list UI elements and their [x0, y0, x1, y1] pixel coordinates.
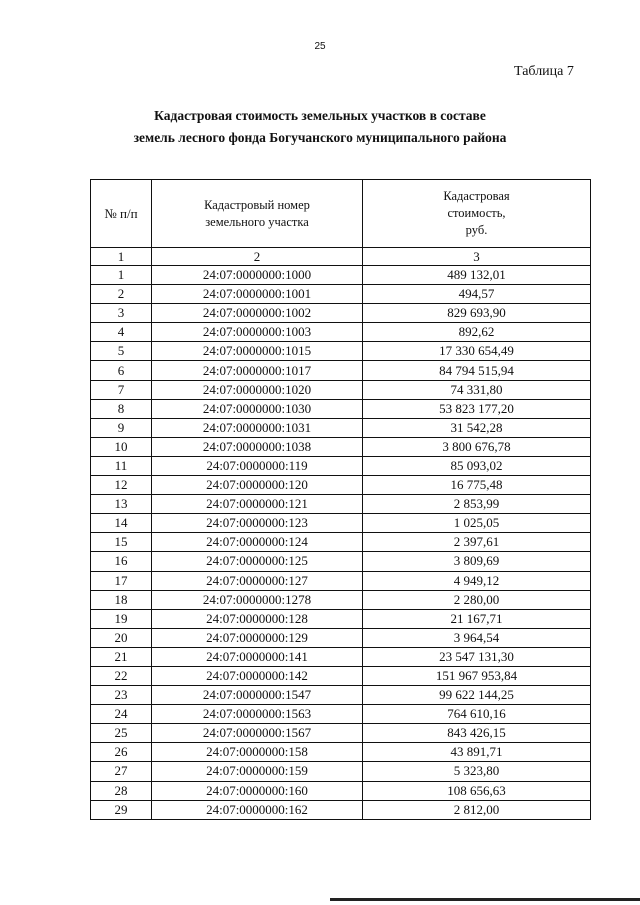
table-row [91, 495, 591, 514]
cadastral-number-cell: 24:07:0000000:1017 [152, 361, 363, 380]
cadastral-value-cell: 84 794 515,94 [363, 361, 591, 380]
table-row [91, 380, 591, 399]
table-row [91, 590, 591, 609]
cadastral-number-cell: 24:07:0000000:1001 [152, 285, 363, 304]
cadastral-value-cell: 31 542,28 [363, 418, 591, 437]
table-row [91, 666, 591, 685]
table-row [91, 800, 591, 819]
cadastral-value-cell: 85 093,02 [363, 456, 591, 475]
cadastral-value-cell: 3 809,69 [363, 552, 591, 571]
table-row [91, 628, 591, 647]
table-row [91, 437, 591, 456]
header-cadastral-value [363, 180, 591, 248]
cadastral-value-cell: 17 330 654,49 [363, 342, 591, 361]
table-row [91, 705, 591, 724]
table-row [91, 304, 591, 323]
cadastral-value-cell: 74 331,80 [363, 380, 591, 399]
cadastral-value-cell: 108 656,63 [363, 781, 591, 800]
column-number-2: 2 [152, 248, 363, 266]
cadastral-number-cell: 24:07:0000000:159 [152, 762, 363, 781]
bottom-divider [330, 898, 640, 901]
column-number-3: 3 [363, 248, 591, 266]
table-row [91, 571, 591, 590]
column-number-1: 1 [91, 248, 152, 266]
row-number-cell: 8 [91, 399, 152, 418]
cadastral-number-cell: 24:07:0000000:128 [152, 609, 363, 628]
cadastral-number-cell: 24:07:0000000:1563 [152, 705, 363, 724]
cadastral-number-cell: 24:07:0000000:1038 [152, 437, 363, 456]
table-label: Таблица 7 [514, 64, 574, 79]
cadastral-number-cell: 24:07:0000000:1000 [152, 266, 363, 285]
cadastral-number-cell: 24:07:0000000:1567 [152, 724, 363, 743]
row-number-cell: 28 [91, 781, 152, 800]
row-number-cell: 16 [91, 552, 152, 571]
row-number-cell: 7 [91, 380, 152, 399]
table-row [91, 514, 591, 533]
header-cadastral-value-line-3: руб. [465, 223, 488, 237]
cadastral-number-cell: 24:07:0000000:162 [152, 800, 363, 819]
cadastral-number-cell: 24:07:0000000:141 [152, 647, 363, 666]
cadastral-number-cell: 24:07:0000000:158 [152, 743, 363, 762]
table-row [91, 609, 591, 628]
title-line-2: земель лесного фонда Богучанского муниципального района [133, 130, 507, 145]
cadastral-value-cell: 3 800 676,78 [363, 437, 591, 456]
header-cadastral-number-line-2: земельного участка [205, 214, 309, 229]
row-number-cell: 5 [91, 342, 152, 361]
cadastral-number-cell: 24:07:0000000:119 [152, 456, 363, 475]
cadastral-number-cell: 24:07:0000000:120 [152, 476, 363, 495]
title-line-1: Кадастровая стоимость земельных участков в составе [154, 108, 486, 123]
table-row [91, 342, 591, 361]
table-row [91, 266, 591, 285]
row-number-cell: 11 [91, 456, 152, 475]
row-number-cell: 27 [91, 762, 152, 781]
cadastral-number-cell: 24:07:0000000:129 [152, 628, 363, 647]
cadastral-number-cell: 24:07:0000000:124 [152, 533, 363, 552]
cadastral-value-cell: 2 397,61 [363, 533, 591, 552]
table-row [91, 686, 591, 705]
row-number-cell: 2 [91, 285, 152, 304]
cadastral-value-cell: 829 693,90 [363, 304, 591, 323]
table-row [91, 361, 591, 380]
page-number: 25 [314, 41, 326, 52]
cadastral-value-cell: 4 949,12 [363, 571, 591, 590]
row-number-cell: 15 [91, 533, 152, 552]
cadastral-value-cell: 764 610,16 [363, 705, 591, 724]
row-number-cell: 9 [91, 418, 152, 437]
cadastral-value-cell: 3 964,54 [363, 628, 591, 647]
row-number-cell: 24 [91, 705, 152, 724]
row-number-cell: 14 [91, 514, 152, 533]
table-row [91, 762, 591, 781]
table-row [91, 476, 591, 495]
row-number-cell: 22 [91, 666, 152, 685]
cadastral-number-cell: 24:07:0000000:121 [152, 495, 363, 514]
header-row-number: № п/п [91, 180, 152, 248]
cadastral-number-cell: 24:07:0000000:1031 [152, 418, 363, 437]
cadastral-value-cell: 5 323,80 [363, 762, 591, 781]
cadastral-number-cell: 24:07:0000000:1030 [152, 399, 363, 418]
table-row [91, 418, 591, 437]
column-number-row [91, 248, 591, 266]
table-header-row [91, 180, 591, 248]
cadastral-number-cell: 24:07:0000000:127 [152, 571, 363, 590]
row-number-cell: 3 [91, 304, 152, 323]
cadastral-number-cell: 24:07:0000000:123 [152, 514, 363, 533]
row-number-cell: 26 [91, 743, 152, 762]
cadastral-value-cell: 2 853,99 [363, 495, 591, 514]
row-number-cell: 13 [91, 495, 152, 514]
table-row [91, 285, 591, 304]
cadastral-value-cell: 21 167,71 [363, 609, 591, 628]
row-number-cell: 18 [91, 590, 152, 609]
header-cadastral-number [152, 180, 363, 248]
header-cadastral-number-line-1: Кадастровый номер [204, 197, 310, 212]
cadastral-value-cell: 23 547 131,30 [363, 647, 591, 666]
cadastral-number-cell: 24:07:0000000:142 [152, 666, 363, 685]
table-body [91, 248, 591, 820]
table-row [91, 399, 591, 418]
table-row [91, 724, 591, 743]
cadastral-value-cell: 2 812,00 [363, 800, 591, 819]
cadastral-value-cell: 494,57 [363, 285, 591, 304]
cadastral-value-cell: 53 823 177,20 [363, 399, 591, 418]
cadastral-value-cell: 43 891,71 [363, 743, 591, 762]
row-number-cell: 25 [91, 724, 152, 743]
row-number-cell: 6 [91, 361, 152, 380]
cadastral-value-cell: 489 132,01 [363, 266, 591, 285]
table-row [91, 533, 591, 552]
cadastral-value-cell: 892,62 [363, 323, 591, 342]
cadastral-number-cell: 24:07:0000000:1003 [152, 323, 363, 342]
cadastral-value-cell: 99 622 144,25 [363, 686, 591, 705]
cadastral-value-cell: 16 775,48 [363, 476, 591, 495]
cadastral-number-cell: 24:07:0000000:1547 [152, 686, 363, 705]
row-number-cell: 4 [91, 323, 152, 342]
table-row [91, 552, 591, 571]
cadastral-value-cell: 2 280,00 [363, 590, 591, 609]
table-row [91, 456, 591, 475]
table-row [91, 647, 591, 666]
cadastral-number-cell: 24:07:0000000:160 [152, 781, 363, 800]
cadastral-value-table [90, 179, 591, 820]
row-number-cell: 20 [91, 628, 152, 647]
table-row [91, 743, 591, 762]
document-title [0, 105, 640, 149]
row-number-cell: 21 [91, 647, 152, 666]
cadastral-number-cell: 24:07:0000000:125 [152, 552, 363, 571]
row-number-cell: 12 [91, 476, 152, 495]
cadastral-value-cell: 151 967 953,84 [363, 666, 591, 685]
cadastral-value-cell: 843 426,15 [363, 724, 591, 743]
row-number-cell: 19 [91, 609, 152, 628]
row-number-cell: 17 [91, 571, 152, 590]
table-row [91, 323, 591, 342]
header-cadastral-value-line-2: стоимость, [447, 206, 506, 220]
cadastral-number-cell: 24:07:0000000:1002 [152, 304, 363, 323]
row-number-cell: 1 [91, 266, 152, 285]
row-number-cell: 23 [91, 686, 152, 705]
cadastral-number-cell: 24:07:0000000:1278 [152, 590, 363, 609]
row-number-cell: 10 [91, 437, 152, 456]
cadastral-number-cell: 24:07:0000000:1015 [152, 342, 363, 361]
table-row [91, 781, 591, 800]
cadastral-value-cell: 1 025,05 [363, 514, 591, 533]
row-number-cell: 29 [91, 800, 152, 819]
header-cadastral-value-line-1: Кадастровая [443, 189, 510, 203]
cadastral-number-cell: 24:07:0000000:1020 [152, 380, 363, 399]
